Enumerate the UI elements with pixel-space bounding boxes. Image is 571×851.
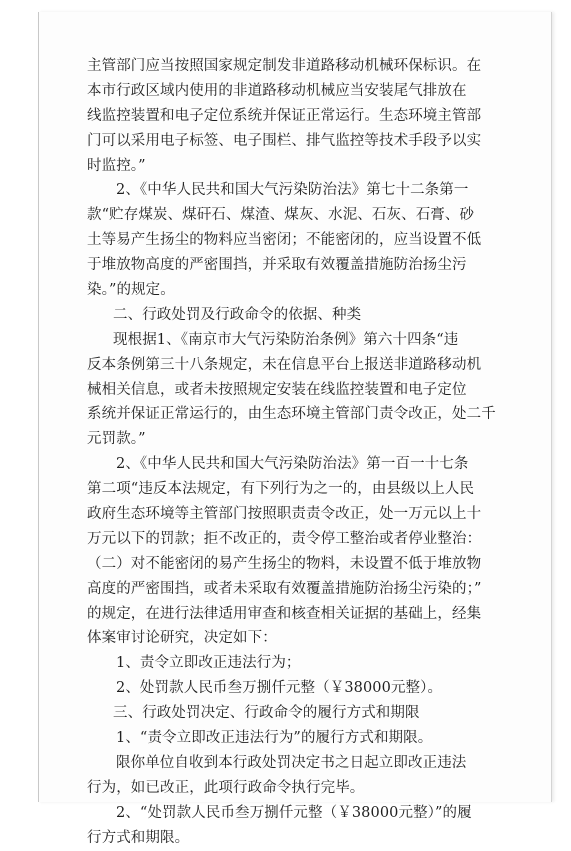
document-page bbox=[38, 12, 552, 846]
text-line: 元罚款。” bbox=[87, 431, 146, 448]
text-line: 系统并保证正常运行的，由生态环境主管部门责令改正，处二千 bbox=[87, 406, 496, 423]
text-line: 2、《中华人民共和国大气污染防治法》第一百一十七条 bbox=[116, 456, 469, 473]
text-line: 染。”的规定。 bbox=[87, 282, 175, 299]
section-heading: 二、行政处罚及行政命令的依据、种类 bbox=[113, 306, 362, 323]
text-line: 万元以下的罚款；拒不改正的，责令停工整治或者停业整治： bbox=[87, 530, 482, 547]
decision-item: 1、责令立即改正违法行为； bbox=[116, 655, 301, 672]
text-line: 高度的严密围挡，或者未采取有效覆盖措施防治扬尘污染的；” bbox=[87, 580, 482, 597]
text-line: 体案审讨论研究，决定如下： bbox=[87, 630, 277, 647]
text-line: 土等易产生扬尘的物料应当密闭；不能密闭的，应当设置不低 bbox=[87, 232, 482, 249]
text-line: 款“贮存煤炭、煤矸石、煤渣、煤灰、水泥、石灰、石膏、砂 bbox=[87, 207, 475, 224]
text-line: 于堆放物高度的严密围挡，并采取有效覆盖措施防治扬尘污 bbox=[87, 257, 467, 274]
section-heading: 三、行政处罚决定、行政命令的履行方式和期限 bbox=[113, 705, 420, 722]
text-line: 1、“责令立即改正违法行为”的履行方式和期限。 bbox=[116, 730, 433, 747]
text-line: 线监控装置和电子定位系统并保证正常运行。生态环境主管部 bbox=[87, 107, 482, 124]
text-line: 反本条例第三十八条规定，未在信息平台上报送非道路移动机 bbox=[87, 356, 482, 373]
text-line: 械相关信息，或者未按照规定安装在线监控装置和电子定位 bbox=[87, 381, 467, 398]
text-line: 2、《中华人民共和国大气污染防治法》第七十二条第一 bbox=[116, 182, 469, 199]
text-line: 主管部门应当按照国家规定制发非道路移动机械环保标识。在 bbox=[87, 58, 482, 74]
text-line: 的规定，在进行法律适用审查和核查相关证据的基础上，经集 bbox=[87, 605, 482, 622]
text-line: 政府生态环境等主管部门按照职责责令改正，处一万元以上十 bbox=[87, 506, 482, 523]
text-line: 第二项“违反本法规定，有下列行为之一的，由县级以上人民 bbox=[87, 481, 475, 498]
text-line: 门可以采用电子标签、电子围栏、排气监控等技术手段予以实 bbox=[87, 132, 482, 149]
text-line: （二）对不能密闭的易产生扬尘的物料，未设置不低于堆放物 bbox=[87, 555, 482, 572]
text-line: 限你单位自收到本行政处罚决定书之日起立即改正违法 bbox=[116, 754, 467, 771]
text-line: 时监控。” bbox=[87, 157, 146, 174]
text-line: 现根据1、《南京市大气污染防治条例》第六十四条“违 bbox=[113, 331, 459, 348]
document-body bbox=[87, 54, 543, 851]
text-line: 本市行政区域内使用的非道路移动机械应当安装尾气排放在 bbox=[87, 82, 467, 99]
text-line: 2、“处罚款人民币叁万捌仟元整（￥38000元整）”的履 bbox=[116, 804, 472, 821]
decision-item: 2、处罚款人民币叁万捌仟元整（￥38000元整）。 bbox=[116, 680, 443, 697]
text-line: 行为，如已改正，此项行政命令执行完毕。 bbox=[87, 779, 365, 796]
text-line: 行方式和期限。 bbox=[87, 829, 190, 846]
